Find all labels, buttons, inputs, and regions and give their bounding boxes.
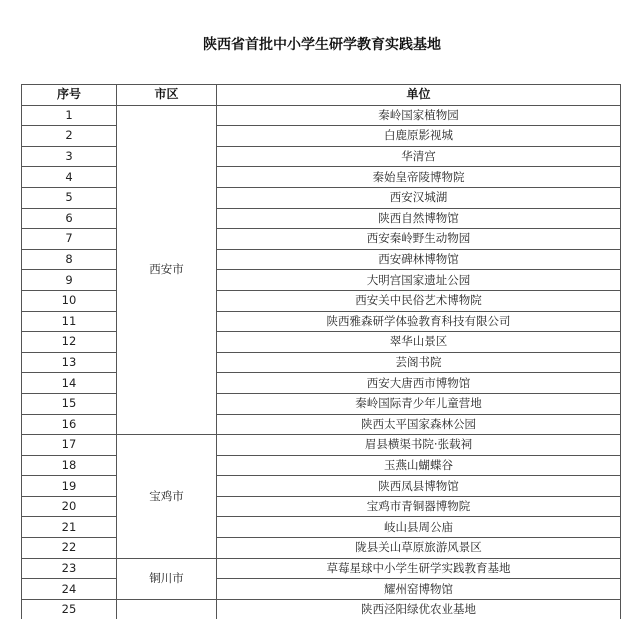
table-row xyxy=(22,476,621,497)
table-row xyxy=(22,332,621,353)
unit-cell: 陇县关山草原旅游风景区 xyxy=(217,538,621,559)
unit-cell: 陕西凤县博物馆 xyxy=(217,476,621,497)
unit-cell: 宝鸡市青铜器博物院 xyxy=(217,496,621,517)
unit-cell: 白鹿原影视城 xyxy=(217,126,621,147)
table-body xyxy=(22,105,621,619)
unit-cell: 陕西泾阳绿优农业基地 xyxy=(217,599,621,619)
unit-cell: 西安大唐西市博物馆 xyxy=(217,373,621,394)
header-no: 序号 xyxy=(22,85,117,106)
unit-cell: 秦岭国家植物园 xyxy=(217,105,621,126)
unit-cell: 玉燕山蝴蝶谷 xyxy=(217,455,621,476)
row-number: 14 xyxy=(22,373,117,394)
row-number: 7 xyxy=(22,229,117,250)
row-number: 12 xyxy=(22,332,117,353)
unit-cell: 陕西雅森研学体验教育科技有限公司 xyxy=(217,311,621,332)
table-row xyxy=(22,290,621,311)
row-number: 8 xyxy=(22,249,117,270)
table-row xyxy=(22,435,621,456)
unit-cell: 岐山县周公庙 xyxy=(217,517,621,538)
row-number: 6 xyxy=(22,208,117,229)
row-number: 10 xyxy=(22,290,117,311)
unit-cell: 秦岭国际青少年儿童营地 xyxy=(217,393,621,414)
table-row xyxy=(22,414,621,435)
row-number: 5 xyxy=(22,187,117,208)
unit-cell: 大明宫国家遗址公园 xyxy=(217,270,621,291)
table-row xyxy=(22,270,621,291)
unit-cell: 西安汉城湖 xyxy=(217,187,621,208)
table-row xyxy=(22,579,621,600)
table-row xyxy=(22,167,621,188)
row-number: 2 xyxy=(22,126,117,147)
unit-cell: 西安碑林博物馆 xyxy=(217,249,621,270)
header-district: 市区 xyxy=(117,85,217,106)
unit-cell: 翠华山景区 xyxy=(217,332,621,353)
row-number: 20 xyxy=(22,496,117,517)
table-row xyxy=(22,558,621,579)
row-number: 24 xyxy=(22,579,117,600)
row-number: 17 xyxy=(22,435,117,456)
table-row xyxy=(22,229,621,250)
unit-cell: 西安秦岭野生动物园 xyxy=(217,229,621,250)
row-number: 15 xyxy=(22,393,117,414)
table-row xyxy=(22,187,621,208)
table-row xyxy=(22,373,621,394)
row-number: 4 xyxy=(22,167,117,188)
unit-cell: 西安关中民俗艺术博物院 xyxy=(217,290,621,311)
row-number: 19 xyxy=(22,476,117,497)
table-row xyxy=(22,393,621,414)
table-row xyxy=(22,311,621,332)
row-number: 3 xyxy=(22,146,117,167)
unit-cell: 陕西太平国家森林公园 xyxy=(217,414,621,435)
row-number: 9 xyxy=(22,270,117,291)
district-cell: 西安市 xyxy=(117,105,217,435)
row-number: 1 xyxy=(22,105,117,126)
table-row xyxy=(22,455,621,476)
row-number: 18 xyxy=(22,455,117,476)
table-row xyxy=(22,496,621,517)
table-row xyxy=(22,517,621,538)
district-cell: 宝鸡市 xyxy=(117,435,217,559)
table-row xyxy=(22,126,621,147)
row-number: 13 xyxy=(22,352,117,373)
unit-cell: 芸阁书院 xyxy=(217,352,621,373)
unit-cell: 秦始皇帝陵博物院 xyxy=(217,167,621,188)
row-number: 21 xyxy=(22,517,117,538)
unit-cell: 耀州窑博物馆 xyxy=(217,579,621,600)
table-row xyxy=(22,208,621,229)
table-header-row xyxy=(22,85,621,106)
header-unit: 单位 xyxy=(217,85,621,106)
table-row xyxy=(22,538,621,559)
row-number: 11 xyxy=(22,311,117,332)
district-cell xyxy=(117,599,217,619)
table-row xyxy=(22,599,621,619)
row-number: 16 xyxy=(22,414,117,435)
table-row xyxy=(22,249,621,270)
base-list-table xyxy=(21,84,621,619)
table-row xyxy=(22,146,621,167)
unit-cell: 陕西自然博物馆 xyxy=(217,208,621,229)
table-row xyxy=(22,352,621,373)
row-number: 25 xyxy=(22,599,117,619)
unit-cell: 眉县横渠书院·张载祠 xyxy=(217,435,621,456)
row-number: 23 xyxy=(22,558,117,579)
unit-cell: 草莓星球中小学生研学实践教育基地 xyxy=(217,558,621,579)
page-title: 陕西省首批中小学生研学教育实践基地 xyxy=(203,37,441,53)
table-row xyxy=(22,105,621,126)
district-cell: 铜川市 xyxy=(117,558,217,599)
unit-cell: 华清宫 xyxy=(217,146,621,167)
row-number: 22 xyxy=(22,538,117,559)
